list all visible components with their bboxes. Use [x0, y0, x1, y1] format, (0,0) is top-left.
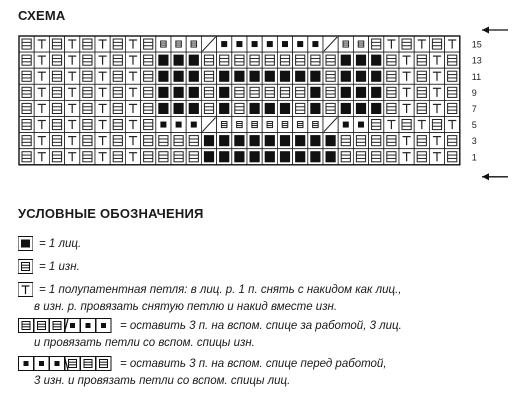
chart-cell: [384, 133, 399, 149]
chart-cell: [186, 36, 201, 52]
chart-cell: [429, 84, 444, 100]
chart-cell: [445, 84, 460, 100]
chart-cell: [399, 36, 414, 52]
chart-cell: [186, 117, 201, 133]
chart-cell: [445, 133, 460, 149]
chart-cell: [353, 149, 368, 165]
chart-cell: [110, 52, 125, 68]
chart-cell: [217, 84, 232, 100]
chart-cell: [125, 84, 140, 100]
chart-cell: [141, 100, 156, 116]
chart-cell: [186, 149, 201, 165]
chart-cell: [80, 84, 95, 100]
chart-cell: [384, 100, 399, 116]
chart-cell: [125, 36, 140, 52]
chart-cell: [399, 100, 414, 116]
chart-cell: [156, 84, 171, 100]
chart-cell: [95, 36, 110, 52]
chart-cell: [293, 133, 308, 149]
chart-cell: [308, 52, 323, 68]
legend-text: 3 изн. и провязать петли со вспом. спицы лиц.: [34, 375, 291, 387]
chart-cell: [171, 52, 186, 68]
chart-cell: [186, 100, 201, 116]
chart-cell: [247, 149, 262, 165]
chart-cell: [186, 68, 201, 84]
chart-cell: [293, 68, 308, 84]
chart-cell: [445, 36, 460, 52]
chart-cell: [80, 100, 95, 116]
row-direction-arrow-bottom: [482, 173, 508, 180]
row-number: 3: [471, 136, 477, 147]
chart-cell: [262, 117, 277, 133]
chart-cell: [201, 100, 216, 116]
chart-cell: [429, 52, 444, 68]
chart-cell: [353, 36, 368, 52]
chart-cell: [353, 100, 368, 116]
chart-cell: [384, 149, 399, 165]
chart-cell: [338, 149, 353, 165]
chart-cell: [156, 133, 171, 149]
chart-cell: [19, 133, 34, 149]
chart-cell: [293, 52, 308, 68]
chart-cell: [445, 117, 460, 133]
chart-cell: [217, 36, 232, 52]
chart-cell: [338, 100, 353, 116]
chart-cell: [34, 100, 49, 116]
chart-cell: [293, 117, 308, 133]
chart-cell: [338, 84, 353, 100]
row-number: 9: [471, 87, 477, 98]
chart-cell: [34, 133, 49, 149]
chart-cell: [445, 149, 460, 165]
chart-cell: [247, 68, 262, 84]
chart-cell: [414, 36, 429, 52]
chart-cell: [65, 36, 80, 52]
chart-cell: [125, 149, 140, 165]
chart-cell: [353, 84, 368, 100]
chart-cell: [65, 84, 80, 100]
chart-cell: [308, 117, 323, 133]
legend-text: = оставить 3 п. на вспом. спице перед работой,: [120, 358, 387, 370]
chart-cell: [262, 149, 277, 165]
chart-cell: [95, 133, 110, 149]
chart-cell: [80, 117, 95, 133]
chart-cell: [277, 149, 292, 165]
row-number: 11: [471, 71, 482, 82]
chart-cell: [110, 36, 125, 52]
row-number: 5: [471, 120, 477, 131]
chart-cell: [232, 100, 247, 116]
chart-cell: [171, 117, 186, 133]
chart-cell: [277, 100, 292, 116]
chart-cell: [141, 149, 156, 165]
legend-title: УСЛОВНЫЕ ОБОЗНАЧЕНИЯ: [18, 206, 204, 221]
chart-cell: [277, 52, 292, 68]
chart-cell: [141, 84, 156, 100]
chart-cell: [429, 68, 444, 84]
chart-cell: [19, 84, 34, 100]
chart-cell: [217, 149, 232, 165]
chart-cell: [414, 100, 429, 116]
chart-cell: [141, 68, 156, 84]
chart-cell: [232, 68, 247, 84]
chart-cell: [125, 52, 140, 68]
chart-cell: [19, 52, 34, 68]
chart-cell: [65, 100, 80, 116]
chart-cell: [49, 149, 64, 165]
chart-cell: [217, 117, 232, 133]
chart-cell: [399, 68, 414, 84]
chart-cell: [217, 52, 232, 68]
chart-cell: [125, 68, 140, 84]
purl-symbol-icon: [18, 259, 33, 274]
chart-cell: [110, 68, 125, 84]
legend-text: = 1 полупатентная петля: в лиц. р. 1 п. снять с накидом как лиц.,: [39, 284, 402, 296]
chart-cell: [217, 68, 232, 84]
chart-cell: [125, 100, 140, 116]
chart-cell: [399, 117, 414, 133]
legend-text: и провязать петли со вспом. спицы изн.: [34, 337, 255, 349]
slip-symbol-icon: [18, 282, 33, 297]
chart-cell: [323, 133, 338, 149]
chart-cell: [201, 133, 216, 149]
chart-cell: [399, 149, 414, 165]
chart-cell: [232, 149, 247, 165]
chart-cell: [369, 117, 384, 133]
chart-cell: [369, 52, 384, 68]
chart-cell: [308, 68, 323, 84]
chart-cell: [323, 100, 338, 116]
chart-cell: [369, 68, 384, 84]
chart-cell: [19, 36, 34, 52]
chart-cell: [65, 68, 80, 84]
row-number: 7: [471, 103, 477, 114]
chart-cell: [171, 149, 186, 165]
chart-cell: [80, 68, 95, 84]
chart-cell: [399, 133, 414, 149]
chart-cell: [353, 133, 368, 149]
chart-cell: [95, 117, 110, 133]
chart-cell: [34, 149, 49, 165]
chart-cell: [232, 52, 247, 68]
chart-cell: [293, 36, 308, 52]
chart-cell: [141, 117, 156, 133]
chart-cell: [399, 52, 414, 68]
legend-text: = 1 изн.: [39, 261, 80, 273]
chart-cell: [49, 68, 64, 84]
chart-cell: [277, 133, 292, 149]
chart-cell: [171, 36, 186, 52]
chart-cell: [217, 100, 232, 116]
chart-cell: [186, 52, 201, 68]
chart-cell: [384, 36, 399, 52]
chart-cell: [49, 84, 64, 100]
chart-cell: [80, 133, 95, 149]
chart-cell: [125, 133, 140, 149]
chart-cell: [247, 117, 262, 133]
chart-cell: [384, 117, 399, 133]
chart-cell: [414, 52, 429, 68]
chart-cell: [171, 133, 186, 149]
chart-cell: [247, 84, 262, 100]
chart-cell: [429, 133, 444, 149]
chart-cell: [369, 84, 384, 100]
chart-cell: [232, 36, 247, 52]
chart-cell: [414, 84, 429, 100]
chart-cell: [19, 117, 34, 133]
chart-cell: [445, 100, 460, 116]
chart-cell: [110, 100, 125, 116]
chart-cell: [110, 84, 125, 100]
chart-cell: [429, 117, 444, 133]
chart-cell: [369, 100, 384, 116]
chart-cell: [110, 149, 125, 165]
chart-cell: [277, 117, 292, 133]
chart-cell: [156, 68, 171, 84]
chart-cell: [369, 36, 384, 52]
chart-cell: [308, 36, 323, 52]
chart-cell: [156, 100, 171, 116]
chart-cell: [110, 117, 125, 133]
chart-cell: [247, 52, 262, 68]
chart-cell: [293, 149, 308, 165]
chart-cell: [186, 133, 201, 149]
chart-cell: [232, 117, 247, 133]
chart-cell: [125, 117, 140, 133]
chart-cell: [201, 149, 216, 165]
chart-cell: [262, 52, 277, 68]
chart-cell: [34, 117, 49, 133]
chart-cell: [293, 100, 308, 116]
chart-cell: [429, 149, 444, 165]
chart-cell: [95, 100, 110, 116]
chart-cell: [323, 36, 338, 52]
chart-cell: [95, 52, 110, 68]
chart-cell: [308, 149, 323, 165]
chart-cell: [414, 68, 429, 84]
chart-cell: [80, 52, 95, 68]
chart-cell: [308, 84, 323, 100]
chart-cell: [201, 68, 216, 84]
chart-cell: [141, 133, 156, 149]
chart-cell: [171, 68, 186, 84]
chart-cell: [399, 84, 414, 100]
chart-cell: [49, 36, 64, 52]
chart-cell: [156, 36, 171, 52]
chart-cell: [353, 52, 368, 68]
chart-cell: [323, 149, 338, 165]
chart-cell: [171, 84, 186, 100]
chart-cell: [232, 133, 247, 149]
cable-right-symbol-icon: [18, 318, 114, 333]
chart-cell: [201, 36, 216, 52]
chart-cell: [65, 149, 80, 165]
chart-cell: [277, 68, 292, 84]
chart-cell: [19, 100, 34, 116]
chart-cell: [369, 133, 384, 149]
chart-cell: [34, 68, 49, 84]
chart-cell: [445, 52, 460, 68]
chart-cell: [293, 84, 308, 100]
chart-cell: [414, 133, 429, 149]
chart-cell: [49, 52, 64, 68]
row-number: 13: [471, 55, 482, 66]
chart-cell: [414, 149, 429, 165]
chart-cell: [65, 117, 80, 133]
chart-cell: [429, 100, 444, 116]
chart-cell: [277, 84, 292, 100]
chart-cell: [262, 68, 277, 84]
chart-cell: [19, 68, 34, 84]
chart-cell: [80, 149, 95, 165]
chart-cell: [262, 36, 277, 52]
chart-cell: [34, 84, 49, 100]
chart-cell: [262, 133, 277, 149]
chart-cell: [95, 84, 110, 100]
chart-cell: [201, 84, 216, 100]
chart-cell: [141, 36, 156, 52]
chart-cell: [65, 52, 80, 68]
chart-cell: [95, 68, 110, 84]
chart-cell: [353, 117, 368, 133]
row-direction-arrow-top: [482, 27, 508, 34]
chart-cell: [156, 149, 171, 165]
chart-cell: [384, 52, 399, 68]
chart-cell: [34, 52, 49, 68]
chart-cell: [323, 84, 338, 100]
chart-cell: [49, 100, 64, 116]
chart-cell: [384, 84, 399, 100]
cable-left-symbol-icon: [18, 356, 114, 371]
chart-cell: [247, 133, 262, 149]
legend-text: = 1 лиц.: [39, 238, 82, 250]
knit-symbol-icon: [18, 236, 33, 251]
chart-cell: [369, 149, 384, 165]
chart-cell: [262, 84, 277, 100]
chart-cell: [384, 68, 399, 84]
chart-cell: [429, 36, 444, 52]
chart-cell: [156, 52, 171, 68]
chart-cell: [445, 68, 460, 84]
chart-cell: [65, 133, 80, 149]
chart-cell: [323, 68, 338, 84]
chart-cell: [262, 100, 277, 116]
chart-cell: [323, 117, 338, 133]
chart-cell: [34, 36, 49, 52]
chart-cell: [338, 52, 353, 68]
chart-cell: [338, 36, 353, 52]
chart-cell: [232, 84, 247, 100]
chart-cell: [277, 36, 292, 52]
chart-cell: [338, 133, 353, 149]
chart-cell: [217, 133, 232, 149]
chart-cell: [323, 52, 338, 68]
chart-cell: [156, 117, 171, 133]
chart-cell: [80, 36, 95, 52]
chart-cell: [308, 133, 323, 149]
row-number: 1: [471, 152, 477, 163]
chart-cell: [95, 149, 110, 165]
row-number: 15: [471, 39, 482, 50]
chart-cell: [338, 68, 353, 84]
legend-text: в изн. р. провязать снятую петлю и накид вместе изн.: [34, 301, 338, 313]
chart-cell: [201, 52, 216, 68]
chart-cell: [19, 149, 34, 165]
chart-cell: [338, 117, 353, 133]
scheme-title: СХЕМА: [18, 8, 66, 23]
chart-cell: [308, 100, 323, 116]
chart-cell: [353, 68, 368, 84]
chart-cell: [247, 36, 262, 52]
chart-cell: [414, 117, 429, 133]
chart-cell: [141, 52, 156, 68]
legend-text: = оставить 3 п. на вспом. спице за работой, 3 лиц.: [120, 320, 402, 332]
chart-cell: [186, 84, 201, 100]
chart-cell: [201, 117, 216, 133]
chart-cell: [171, 100, 186, 116]
chart-cell: [49, 117, 64, 133]
chart-cell: [110, 133, 125, 149]
chart-cell: [49, 133, 64, 149]
chart-cell: [247, 100, 262, 116]
